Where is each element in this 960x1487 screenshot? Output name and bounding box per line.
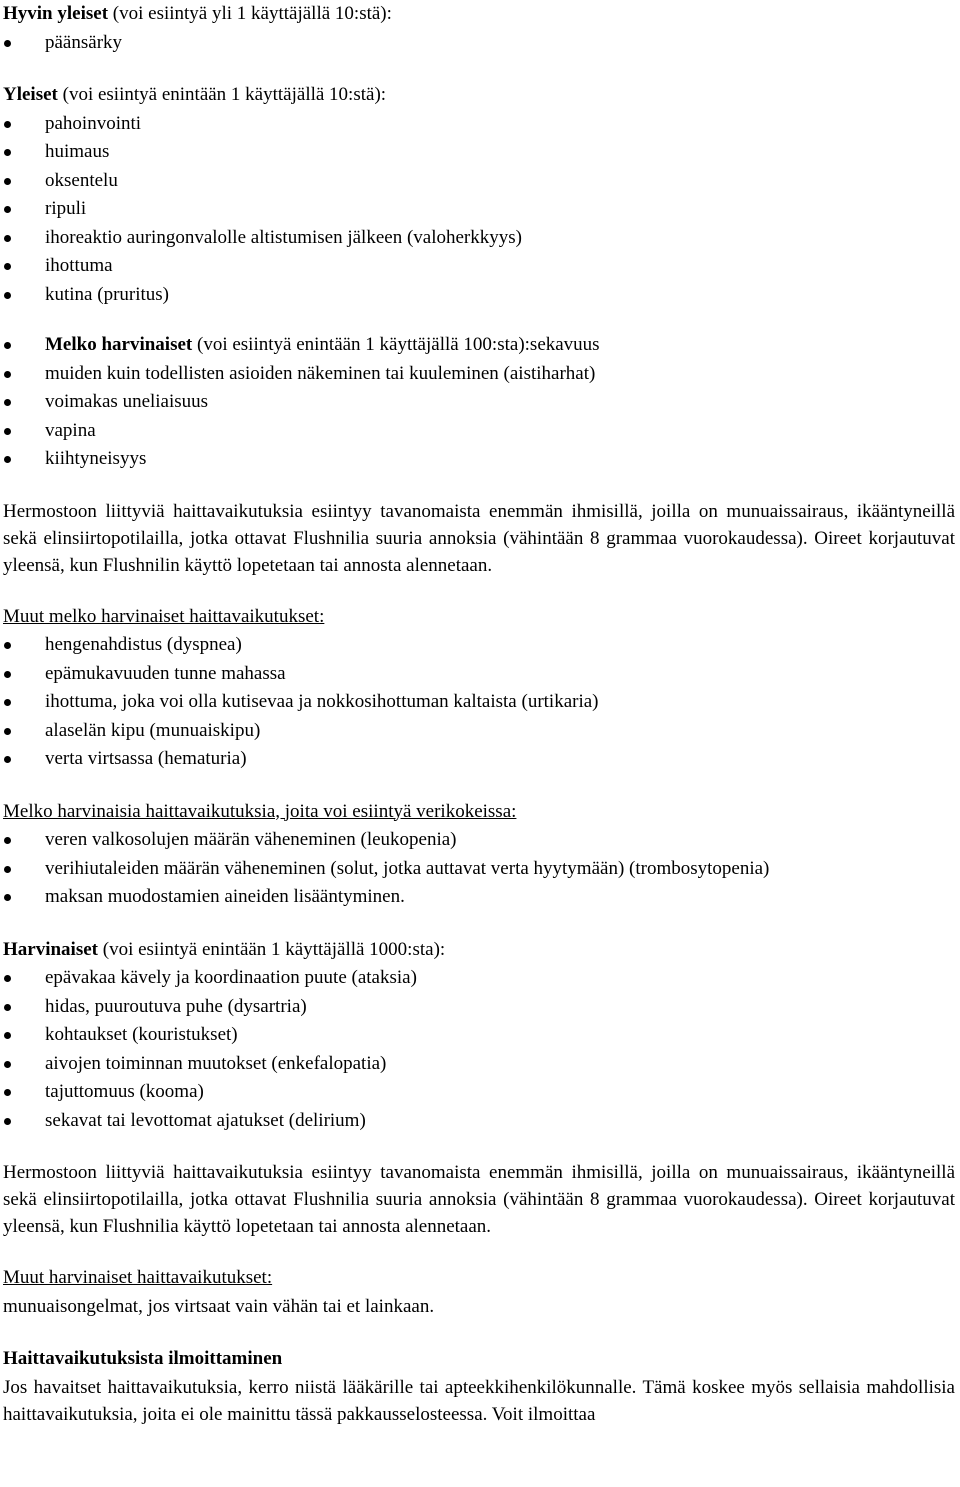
reporting-text: Jos havaitset haittavaikutuksia, kerro niistä lääkärille tai apteekkihenkilökunnalle. Tämä koskee myös sellaisia mahdollisia haittavaikutuksia, joita ei ole mainittu tässä pakkausselosteessa. Voit ilmoittaa [3,1376,955,1425]
list-item: maksan muodostamien aineiden lisääntyminen. [3,883,955,912]
list-item: kiihtyneisyys [3,445,955,474]
rare-heading: Harvinaiset (voi esiintyä enintään 1 käyttäjällä 1000:sta): [3,938,446,960]
nervous-system-note-2: Hermostoon liittyviä haittavaikutuksia esiintyy tavanomaista enemmän ihmisillä, joilla on munuaissairaus, ikääntyneillä sekä elinsiirtopotilailla, jotka ottavat Flushnilia suuria annoksia (vähintään 8 grammaa vuorokaudessa). Oireet korjautuvat yleensä, kun Flushnilia käyttö lopetetaan tai annosta alennetaan. [3,1162,955,1237]
leaflet-page [3,0,955,1428]
very-common-list [3,29,955,58]
other-rare-heading: Muut harvinaiset haittavaikutukset: [3,1267,273,1288]
very-common-heading: Hyvin yleiset (voi esiintyä yli 1 käyttäjällä 10:stä): [3,3,392,24]
reporting-heading: Haittavaikutuksista ilmoittaminen [3,1348,283,1369]
common-heading: Yleiset (voi esiintyä enintään 1 käyttäjällä 10:stä): [3,84,387,105]
list-item: muiden kuin todellisten asioiden näkeminen tai kuuleminen (aistiharhat) [3,360,955,389]
list-item: voimakas uneliaisuus [3,388,955,417]
list-item: kutina (pruritus) [3,281,955,310]
uncommon-list [3,331,955,474]
other-uncommon-list [3,631,955,774]
rare-list [3,964,955,1135]
list-item: vapina [3,417,955,446]
list-item: oksentelu [3,167,955,196]
list-item: kohtaukset (kouristukset) [3,1021,955,1050]
list-item: epämukavuuden tunne mahassa [3,660,955,689]
list-item: päänsärky [3,29,955,58]
blood-uncommon-list [3,826,955,912]
other-rare-text: munuaisongelmat, jos virtsaat vain vähän tai et lainkaan. [3,1295,435,1317]
uncommon-heading: Melko harvinaiset (voi esiintyä enintään 1 käyttäjällä 100:sta):sekavuus [3,331,955,360]
list-item: ihottuma, joka voi olla kutisevaa ja nokkosihottuman kaltaista (urtikaria) [3,688,955,717]
list-item: sekavat tai levottomat ajatukset (delirium) [3,1107,955,1136]
blood-uncommon-heading: Melko harvinaisia haittavaikutuksia, joita voi esiintyä verikokeissa: [3,800,517,822]
list-item: ihoreaktio auringonvalolle altistumisen jälkeen (valoherkkyys) [3,224,955,253]
list-item: aivojen toiminnan muutokset (enkefalopatia) [3,1050,955,1079]
list-item: verta virtsassa (hematuria) [3,745,955,774]
list-item: ripuli [3,195,955,224]
list-item: tajuttomuus (kooma) [3,1078,955,1107]
list-item: hidas, puuroutuva puhe (dysartria) [3,993,955,1022]
list-item: hengenahdistus (dyspnea) [3,631,955,660]
common-list [3,110,955,310]
list-item: ihottuma [3,252,955,281]
list-item: alaselän kipu (munuaiskipu) [3,717,955,746]
other-uncommon-heading: Muut melko harvinaiset haittavaikutukset: [3,605,325,627]
list-item: verihiutaleiden määrän väheneminen (solut, jotka auttavat verta hyytymään) (trombosytopenia) [3,855,955,884]
nervous-system-note-1: Hermostoon liittyviä haittavaikutuksia esiintyy tavanomaista enemmän ihmisillä, joilla on munuaissairaus, ikääntyneillä sekä elinsiirtopotilailla, jotka ottavat Flushnilia suuria annoksia (vähintään 8 grammaa vuorokaudessa). Oireet korjautuvat yleensä, kun Flushnilin käyttö lopetetaan tai annosta alennetaan. [3,500,955,576]
list-item: veren valkosolujen määrän väheneminen (leukopenia) [3,826,955,855]
list-item: epävakaa kävely ja koordinaation puute (ataksia) [3,964,955,993]
list-item: pahoinvointi [3,110,955,139]
list-item: huimaus [3,138,955,167]
